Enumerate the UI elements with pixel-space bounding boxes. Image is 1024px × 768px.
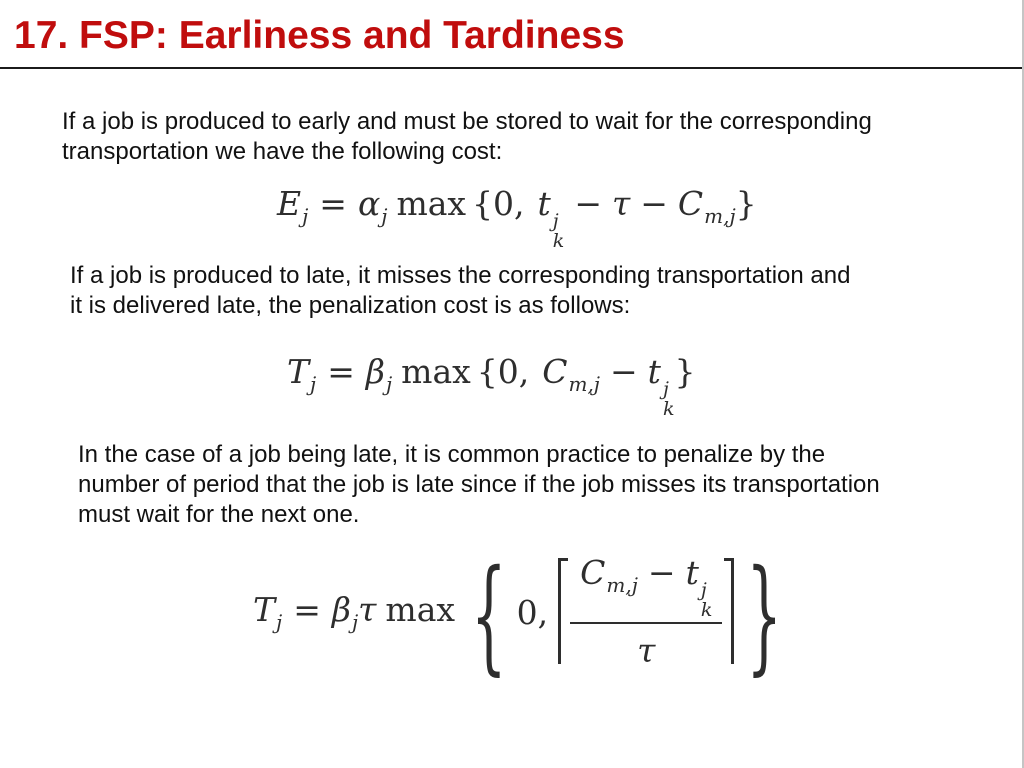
formula-tardiness-cost [287,352,696,420]
tok-T: T [253,590,276,629]
tok-t-sup-j: j [662,378,669,400]
tok-beta: β [331,590,351,629]
right-ceiling-bracket [724,558,734,664]
tok-max: max [396,184,467,223]
formula-earliness-cost [277,184,757,252]
text-line: If a job is produced to early and must be stored to wait for the corresponding [62,108,872,135]
paragraph-tardiness-intro [70,261,850,321]
tok-t: t [647,352,661,391]
tok-E: E [277,184,302,223]
text-line: In the case of a job being late, it is common practice to penalize by the [78,441,826,468]
tok-beta-sub-j: j [351,610,359,634]
tok-E-sub-j: j [302,204,309,228]
tok-max: max [401,352,471,391]
title-divider-rule [0,67,1024,69]
tok-minus: − [647,552,676,592]
tok-T-sub-j: j [310,372,317,396]
tok-t-sub-k: k [662,398,675,420]
tok-equals: = [319,184,347,223]
tok-t-supsub [552,210,565,252]
tok-alpha: α [357,184,381,223]
tok-max: max [385,590,455,629]
tok-zero: 0, [516,592,549,632]
fraction [570,553,722,670]
text-line: number of period that the job is late since if the job misses its transportation [78,471,880,498]
tok-C: C [677,184,704,223]
tok-tau: τ [611,184,631,223]
tok-left-brace: { [472,184,494,223]
tok-zero: 0, [493,184,525,223]
tok-t-sub-k: k [552,230,565,252]
tok-beta-sub-j: j [385,372,393,396]
text-line: transportation we have the following cost: [62,138,503,165]
fraction-numerator [570,553,722,624]
tok-t: t [537,184,551,223]
tok-minus: − [610,352,638,391]
tok-alpha-sub-j: j [381,204,388,228]
tok-zero: 0, [497,352,530,391]
tok-t-sup-j: j [700,578,707,601]
tok-C-sub-mj: m,j [606,572,638,597]
text-line: must wait for the next one. [78,501,360,528]
paragraph-earliness-intro [62,107,872,167]
tok-right-brace: } [735,184,757,223]
slide-title: 17. FSP: Earliness and Tardiness [14,14,625,57]
paragraph-late-penalty-explanation [78,440,880,530]
tok-minus: − [640,184,668,223]
tok-T-sub-j: j [276,610,283,634]
tok-C: C [580,552,606,592]
tok-t-supsub [700,578,713,621]
tok-beta: β [365,352,385,391]
tok-T: T [287,352,310,391]
fraction-denominator-tau: τ [637,630,656,670]
tok-minus: − [574,184,602,223]
tok-tau: τ [358,590,377,629]
tok-equals: = [327,352,355,391]
tok-t-supsub [662,378,675,420]
tok-t-sub-k: k [700,598,713,621]
left-ceiling-bracket [558,558,568,664]
text-line: it is delivered late, the penalization cost is as follows: [70,292,631,319]
tok-t-sup-j: j [552,210,559,232]
big-left-brace: { [471,545,507,689]
tok-right-brace: } [674,352,696,391]
tok-C-sub-mj: m,j [568,372,601,396]
tok-t: t [685,552,699,592]
text-line: If a job is produced to late, it misses the corresponding transportation and [70,262,851,289]
tok-C: C [542,352,568,391]
formula-tardiness-period-cost [253,545,792,689]
big-right-brace: } [746,545,782,689]
tok-left-brace: { [476,352,498,391]
f3-left-hand-side [253,590,461,634]
tok-C-sub-mj: m,j [704,204,736,228]
tok-equals: = [293,590,321,629]
